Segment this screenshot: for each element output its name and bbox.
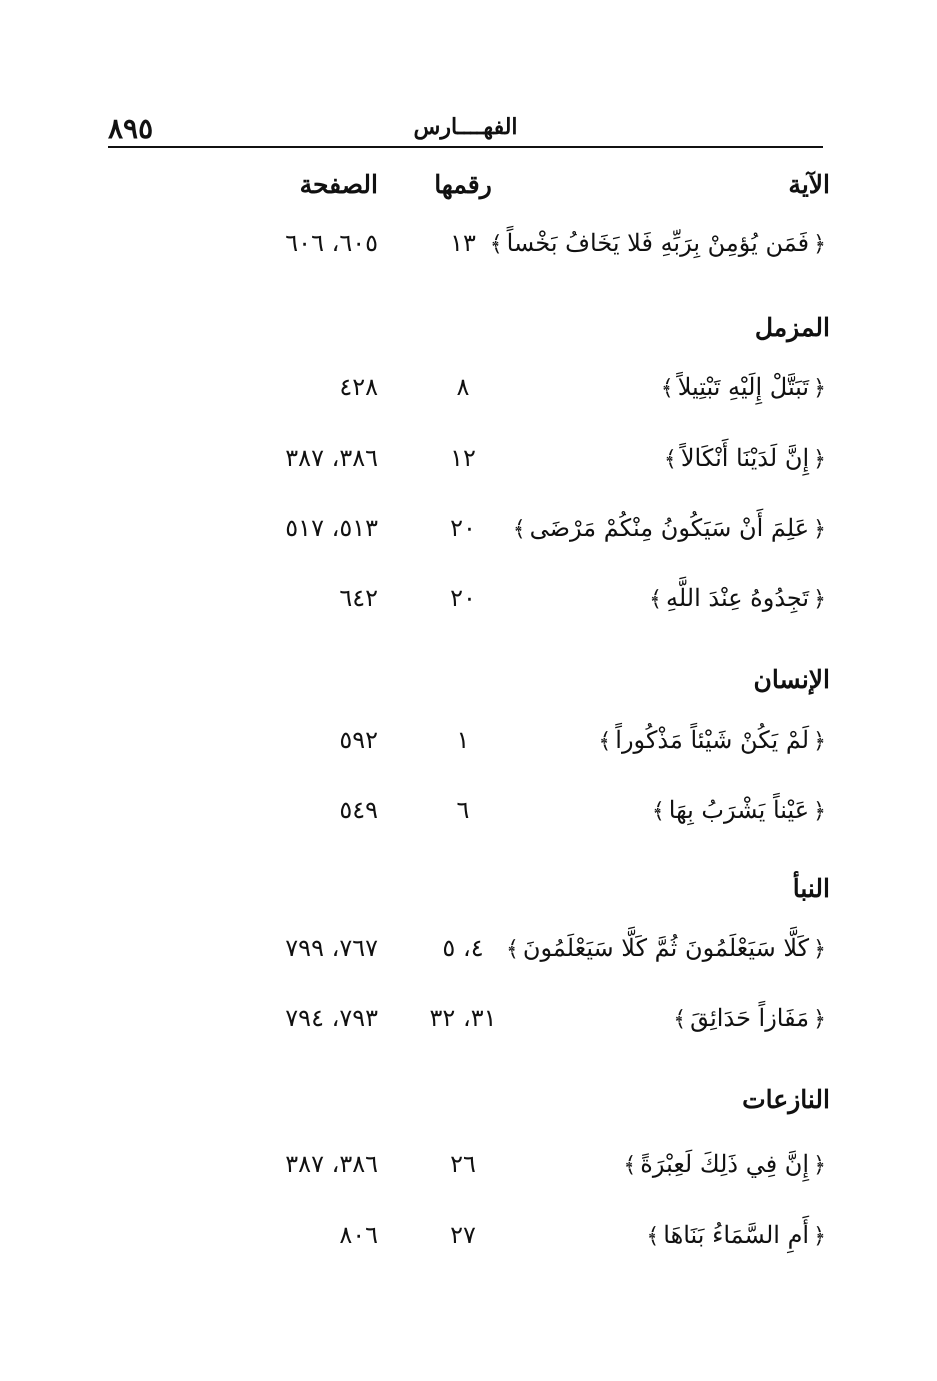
verse-content: لَمْ يَكُنْ شَيْئاً مَذْكُوراً xyxy=(615,726,810,754)
verse-number: ٨ xyxy=(456,373,470,401)
verse-row xyxy=(108,213,830,273)
bracket-open: ﴿ xyxy=(813,587,826,612)
bracket-open: ﴿ xyxy=(813,517,826,542)
page-references: ٥٩٢ xyxy=(339,726,378,754)
verse-row xyxy=(108,357,830,417)
verse-content: فَمَن يُؤمِنْ بِرَبِّهِ فَلا يَخَافُ بَخْساً xyxy=(506,229,810,257)
verse-number: ٦ xyxy=(456,796,470,824)
surah-heading: النبأ xyxy=(792,874,830,903)
verse-text xyxy=(530,1134,830,1196)
bracket-close: ﴾ xyxy=(649,587,662,612)
verse-text xyxy=(506,918,830,980)
page-references: ٥١٣، ٥١٧ xyxy=(285,514,378,542)
page-header xyxy=(108,108,823,146)
column-header-number: رقمها xyxy=(434,170,492,199)
verse-number: ١٣ xyxy=(450,229,476,257)
verse-text xyxy=(512,498,830,560)
bracket-open: ﴿ xyxy=(813,1007,826,1032)
verse-content: أَمِ السَّمَاءُ بَنَاهَا xyxy=(663,1221,810,1249)
surah-heading: الإنسان xyxy=(753,665,830,694)
bracket-close: ﴾ xyxy=(489,232,503,257)
verse-row xyxy=(108,498,830,558)
column-header-verse: الآية xyxy=(788,170,830,199)
page-references: ٧٦٧، ٧٩٩ xyxy=(285,934,378,962)
verse-content: عَلِمَ أَنْ سَيَكُونُ مِنْكُمْ مَرْضَى xyxy=(529,514,810,542)
page-references: ٤٢٨ xyxy=(339,373,378,401)
bracket-open: ﴿ xyxy=(813,937,826,962)
bracket-open: ﴿ xyxy=(813,1153,826,1178)
verse-text xyxy=(530,357,830,419)
verse-row xyxy=(108,1134,830,1194)
verse-number: ٣١، ٣٢ xyxy=(429,1004,497,1032)
verse-text xyxy=(489,213,830,275)
running-title: الفهــــارس xyxy=(413,114,518,140)
bracket-close: ﴾ xyxy=(673,1007,687,1032)
verse-number: ٢٠ xyxy=(450,584,476,612)
verse-content: عَيْناً يَشْرَبُ بِهَا xyxy=(668,796,810,824)
bracket-close: ﴾ xyxy=(660,376,674,401)
bracket-open: ﴿ xyxy=(813,799,826,824)
page-number: ٨٩٥ xyxy=(108,112,154,145)
verse-number: ٢٠ xyxy=(450,514,476,542)
header-rule xyxy=(108,146,823,148)
page-references: ٣٨٦، ٣٨٧ xyxy=(285,444,378,472)
bracket-open: ﴿ xyxy=(813,232,826,257)
verse-text xyxy=(530,428,830,490)
verse-number: ١٢ xyxy=(450,444,476,472)
verse-content: إِنَّ فِي ذَلِكَ لَعِبْرَةً xyxy=(640,1150,810,1178)
page-references: ٨٠٦ xyxy=(339,1221,378,1249)
bracket-close: ﴾ xyxy=(512,517,526,542)
verse-row xyxy=(108,918,830,978)
page-references: ٦٤٢ xyxy=(339,584,378,612)
bracket-close: ﴾ xyxy=(506,937,519,962)
verse-row xyxy=(108,710,830,770)
surah-heading: النازعات xyxy=(742,1085,830,1114)
verse-content: تَجِدُوهُ عِنْدَ اللَّهِ xyxy=(665,584,810,612)
page-references: ٣٨٦، ٣٨٧ xyxy=(285,1150,378,1178)
verse-number: ٢٦ xyxy=(450,1150,476,1178)
verse-number: ٢٧ xyxy=(450,1221,476,1249)
page-references: ٥٤٩ xyxy=(339,796,378,824)
verse-row xyxy=(108,428,830,488)
page-references: ٦٠٥، ٦٠٦ xyxy=(285,229,378,257)
column-header-row xyxy=(108,155,830,215)
verse-row xyxy=(108,568,830,628)
bracket-open: ﴿ xyxy=(813,729,826,754)
surah-heading: المزمل xyxy=(754,313,830,342)
bracket-close: ﴾ xyxy=(651,799,665,824)
bracket-open: ﴿ xyxy=(813,1224,826,1249)
verse-number: ١ xyxy=(456,726,470,754)
bracket-close: ﴾ xyxy=(663,447,677,472)
verse-text xyxy=(530,568,830,630)
verse-number: ٤، ٥ xyxy=(442,934,484,962)
verse-content: كَلَّا سَيَعْلَمُونَ ثُمَّ كَلَّا سَيَعْلَمُونَ xyxy=(522,934,810,962)
bracket-open: ﴿ xyxy=(813,376,826,401)
bracket-close: ﴾ xyxy=(646,1224,660,1249)
verse-text xyxy=(530,780,830,842)
bracket-close: ﴾ xyxy=(598,729,612,754)
verse-text xyxy=(530,710,830,772)
verse-text xyxy=(530,1205,830,1267)
verse-row xyxy=(108,1205,830,1265)
page-references: ٧٩٣، ٧٩٤ xyxy=(285,1004,378,1032)
verse-content: إِنَّ لَدَيْنَا أَنْكَالاً xyxy=(680,444,810,472)
verse-content: تَبَتَّلْ إِلَيْهِ تَبْتِيلاً xyxy=(677,373,810,401)
verse-content: مَفَازاً حَدَائِقَ xyxy=(690,1004,810,1032)
verse-row xyxy=(108,988,830,1048)
verse-row xyxy=(108,780,830,840)
column-header-page: الصفحة xyxy=(299,170,378,199)
bracket-open: ﴿ xyxy=(813,447,826,472)
bracket-close: ﴾ xyxy=(623,1153,637,1178)
verse-text xyxy=(530,988,830,1050)
